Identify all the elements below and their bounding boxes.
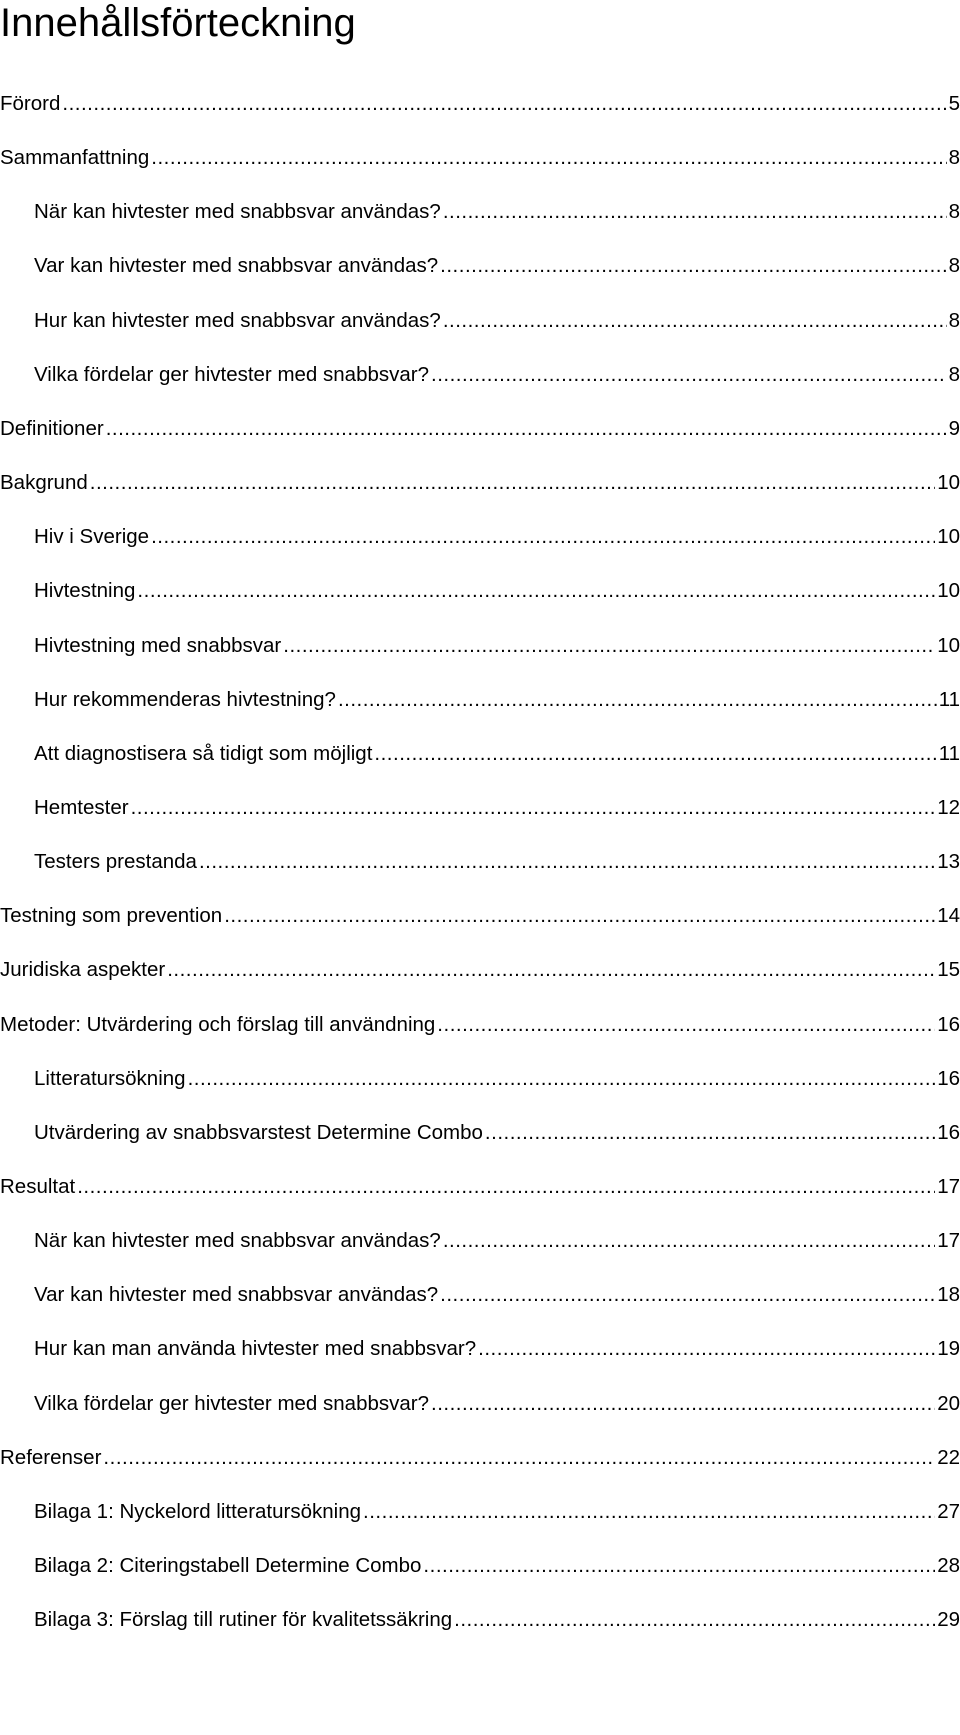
dot-leader: [485, 1116, 935, 1150]
dot-leader: [431, 1387, 935, 1421]
dot-leader: [103, 1441, 935, 1475]
toc-entry-label: Hiv i Sverige: [34, 525, 150, 548]
toc-entry-label: Hur rekommenderas hivtestning?: [34, 688, 336, 711]
dot-leader: [440, 1278, 935, 1312]
dot-leader: [199, 845, 935, 879]
toc-entry-page-number: 18: [937, 1283, 960, 1306]
toc-entry-label: Förord: [0, 92, 61, 115]
toc-entry[interactable]: [34, 1603, 960, 1637]
toc-entry-label: Hur kan man använda hivtester med snabbsvar?: [34, 1337, 477, 1360]
toc-entry-page-number: 28: [937, 1554, 960, 1577]
toc-entry-label: Litteratursökning: [34, 1067, 186, 1090]
toc-entry[interactable]: [0, 953, 960, 987]
toc-entry-page-number: 17: [937, 1229, 960, 1252]
toc-entry-page-number: 5: [948, 92, 960, 115]
toc-entry[interactable]: [34, 737, 960, 771]
toc-entry[interactable]: [34, 629, 960, 663]
toc-entry-label: Hivtestning: [34, 579, 136, 602]
toc-entry-page-number: 16: [937, 1067, 960, 1090]
dot-leader: [62, 87, 946, 121]
toc-entry-page-number: 20: [937, 1392, 960, 1415]
toc-entry-label: Bilaga 3: Förslag till rutiner för kvalitetssäkring: [34, 1608, 453, 1631]
toc-entry[interactable]: [34, 1278, 960, 1312]
toc-entry-page-number: 12: [937, 796, 960, 819]
toc-entry[interactable]: [0, 899, 960, 933]
dot-leader: [167, 953, 935, 987]
toc-entry-page-number: 8: [948, 200, 960, 223]
toc-entry[interactable]: [0, 87, 960, 121]
dot-leader: [431, 358, 947, 392]
toc-entry-page-number: 8: [948, 363, 960, 386]
toc-entry[interactable]: [34, 304, 960, 338]
toc-entry-page-number: 13: [937, 850, 960, 873]
toc-entry[interactable]: [34, 1224, 960, 1258]
toc-entry-page-number: 10: [937, 634, 960, 657]
toc-entry[interactable]: [34, 195, 960, 229]
toc-entry-label: Sammanfattning: [0, 146, 150, 169]
toc-entry[interactable]: [0, 466, 960, 500]
toc-entry[interactable]: [34, 683, 960, 717]
toc-entry[interactable]: [34, 1549, 960, 1583]
toc-entry[interactable]: [34, 1387, 960, 1421]
toc-entry[interactable]: [34, 249, 960, 283]
toc-entry-label: Var kan hivtester med snabbsvar användas?: [34, 1283, 439, 1306]
dot-leader: [454, 1603, 935, 1637]
toc-entry-page-number: 16: [937, 1013, 960, 1036]
toc-entry-page-number: 8: [948, 254, 960, 277]
toc-entry-page-number: 11: [938, 742, 960, 765]
dot-leader: [106, 412, 947, 446]
toc-entry-label: När kan hivtester med snabbsvar användas?: [34, 200, 441, 223]
toc-entry-label: Hemtester: [34, 796, 129, 819]
toc-entry-page-number: 16: [937, 1121, 960, 1144]
toc-entry-label: Referenser: [0, 1446, 102, 1469]
toc-entry[interactable]: [0, 1441, 960, 1475]
toc-entry-label: Vilka fördelar ger hivtester med snabbsvar?: [34, 1392, 430, 1415]
toc-entry[interactable]: [34, 358, 960, 392]
dot-leader: [151, 520, 935, 554]
toc-entry[interactable]: [34, 574, 960, 608]
toc-entry-page-number: 27: [937, 1500, 960, 1523]
dot-leader: [338, 683, 937, 717]
toc-entry-label: Juridiska aspekter: [0, 958, 166, 981]
toc-entry[interactable]: [34, 1062, 960, 1096]
toc-entry-label: Bilaga 2: Citeringstabell Determine Combo: [34, 1554, 422, 1577]
toc-entry-page-number: 11: [938, 688, 960, 711]
dot-leader: [443, 304, 947, 338]
toc-entry[interactable]: [34, 1116, 960, 1150]
toc-entry-page-number: 9: [948, 417, 960, 440]
toc-entry[interactable]: [34, 791, 960, 825]
toc-entry-label: Vilka fördelar ger hivtester med snabbsvar?: [34, 363, 430, 386]
dot-leader: [188, 1062, 936, 1096]
toc-entry-label: Metoder: Utvärdering och förslag till användning: [0, 1013, 436, 1036]
dot-leader: [90, 466, 935, 500]
toc-entry-page-number: 22: [937, 1446, 960, 1469]
dot-leader: [443, 1224, 935, 1258]
toc-entry-label: Testning som prevention: [0, 904, 223, 927]
toc-entry[interactable]: [0, 1170, 960, 1204]
toc-entry-page-number: 10: [937, 471, 960, 494]
toc-entry-label: När kan hivtester med snabbsvar användas?: [34, 1229, 441, 1252]
dot-leader: [437, 1008, 935, 1042]
toc-entry[interactable]: [34, 845, 960, 879]
toc-entry-label: Att diagnostisera så tidigt som möjligt: [34, 742, 373, 765]
dot-leader: [224, 899, 935, 933]
dot-leader: [440, 249, 946, 283]
toc-entry-label: Var kan hivtester med snabbsvar användas?: [34, 254, 439, 277]
toc-entry-label: Hivtestning med snabbsvar: [34, 634, 282, 657]
dot-leader: [283, 629, 935, 663]
page-title: Innehållsförteckning: [0, 1, 356, 45]
dot-leader: [423, 1549, 935, 1583]
toc-entry-page-number: 15: [937, 958, 960, 981]
toc-entry-page-number: 19: [937, 1337, 960, 1360]
toc-entry[interactable]: [0, 1008, 960, 1042]
toc-entry-page-number: 14: [937, 904, 960, 927]
dot-leader: [137, 574, 935, 608]
toc-entry[interactable]: [34, 1332, 960, 1366]
dot-leader: [77, 1170, 935, 1204]
dot-leader: [478, 1332, 935, 1366]
dot-leader: [131, 791, 936, 825]
dot-leader: [363, 1495, 935, 1529]
toc-entry-page-number: 10: [937, 525, 960, 548]
toc-entry-page-number: 29: [937, 1608, 960, 1631]
toc-entry-page-number: 8: [948, 309, 960, 332]
toc-entry-label: Utvärdering av snabbsvarstest Determine Combo: [34, 1121, 483, 1144]
toc-entry-label: Testers prestanda: [34, 850, 197, 873]
toc-entry-page-number: 17: [937, 1175, 960, 1198]
dot-leader: [374, 737, 936, 771]
toc-entry-page-number: 8: [948, 146, 960, 169]
toc-entry-label: Hur kan hivtester med snabbsvar användas?: [34, 309, 441, 332]
dot-leader: [151, 141, 946, 175]
toc-entry-label: Bilaga 1: Nyckelord litteratursökning: [34, 1500, 362, 1523]
toc-entry[interactable]: [34, 520, 960, 554]
toc-entry[interactable]: [0, 141, 960, 175]
toc-entry-label: Resultat: [0, 1175, 76, 1198]
toc-entry-label: Bakgrund: [0, 471, 88, 494]
toc-entry-page-number: 10: [937, 579, 960, 602]
dot-leader: [443, 195, 947, 229]
toc-entry-label: Definitioner: [0, 417, 104, 440]
toc-entry[interactable]: [34, 1495, 960, 1529]
toc-entry[interactable]: [0, 412, 960, 446]
